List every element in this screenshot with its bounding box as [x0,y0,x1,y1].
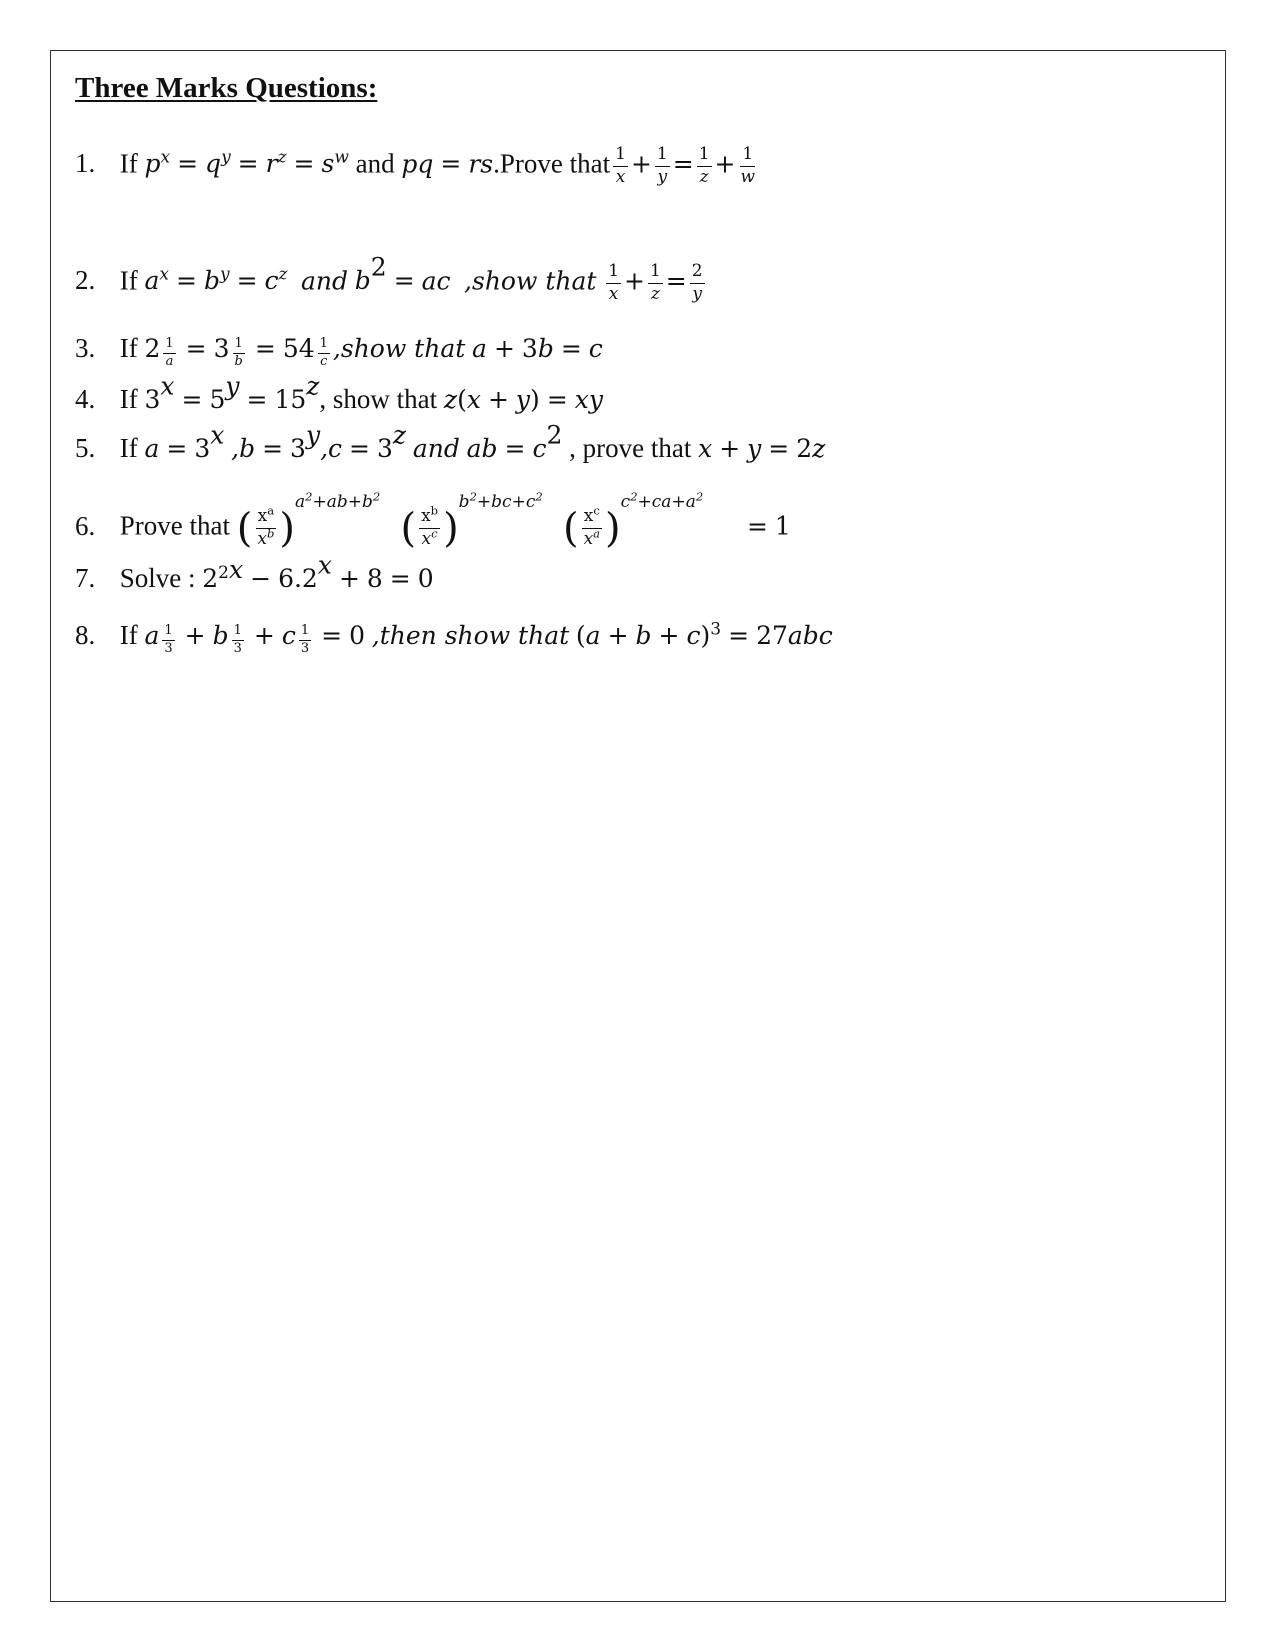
question-word: show that [340,334,466,363]
question-4: 4. If $3^x = 5^y = 15^z$, show that z(x + y) = xy [75,371,603,414]
question-word: then show that [379,621,570,650]
question-5: 5. If $a = 3^x$ $,b = 3^y,c = 3^z$ and ab = $c^2$ , prove that x + y = 2z [75,420,826,463]
section-heading: Three Marks Questions: [75,72,378,104]
question-word: If [119,148,138,179]
question-word: show that [472,266,597,296]
question-number: 5. [75,433,96,463]
question-number: 2. [75,265,96,296]
question-number: 8. [75,620,96,650]
question-word: Solve : [119,563,196,593]
question-word: If [119,333,138,363]
question-8: 8. If a $\frac{1}{3}$ + b $\frac{1}{3}$ + c $\frac{1}{3}$ = 0 ,then show that $(a + b + c)^3 = 27abc$ [75,619,833,657]
question-7: 7. Solve : $2^{2x} - 6.2^x + 8 = 0$ [75,550,434,593]
question-word: Prove that [119,510,230,541]
question-2: 2. If $a^x = b^y = c^z$ and $b^2$ = ac ,show that $\frac{1}{x}$ + $\frac{1}{z}$ = $\frac{2}{y}$ [75,252,703,304]
question-3: 3. If 2 $\frac{1}{a}$ = 3 $\frac{1}{b}$ = 54 $\frac{1}{c}$ ,show that a + 3b = c [75,333,603,370]
question-word: If [119,433,138,463]
question-number: 6. [75,510,96,541]
question-word: show that [332,384,438,414]
question-word: and [355,148,395,179]
question-number: 1. [75,148,96,179]
question-word: and [301,266,349,296]
question-6: 6. Prove that ( $\frac{x^a}{x^b}$ )$^{a^2+ab+b^2}$ ( $\frac{x^b}{x^c}$ )$^{b^2+bc+c^2}$ ( $\frac{x^c}{x^a}$ )$^{c^2+ca+a^2}$ = 1 [75,490,791,552]
question-number: 4. [75,384,96,414]
question-1: 1. If $p^x = q^y = r^z = s^w$ and pq = rs.Prove that $\frac{1}{x}$ + $\frac{1}{y}$ = $\frac{1}{z}$ + $\frac{1}{w}$ [75,144,756,187]
question-number: 7. [75,563,96,593]
question-word: If [119,265,138,296]
question-word: Prove that [499,148,611,179]
question-word: and [412,434,460,463]
question-word: If [119,620,138,650]
question-number: 3. [75,333,96,363]
question-word: If [119,384,138,414]
question-word: prove that [582,433,692,463]
